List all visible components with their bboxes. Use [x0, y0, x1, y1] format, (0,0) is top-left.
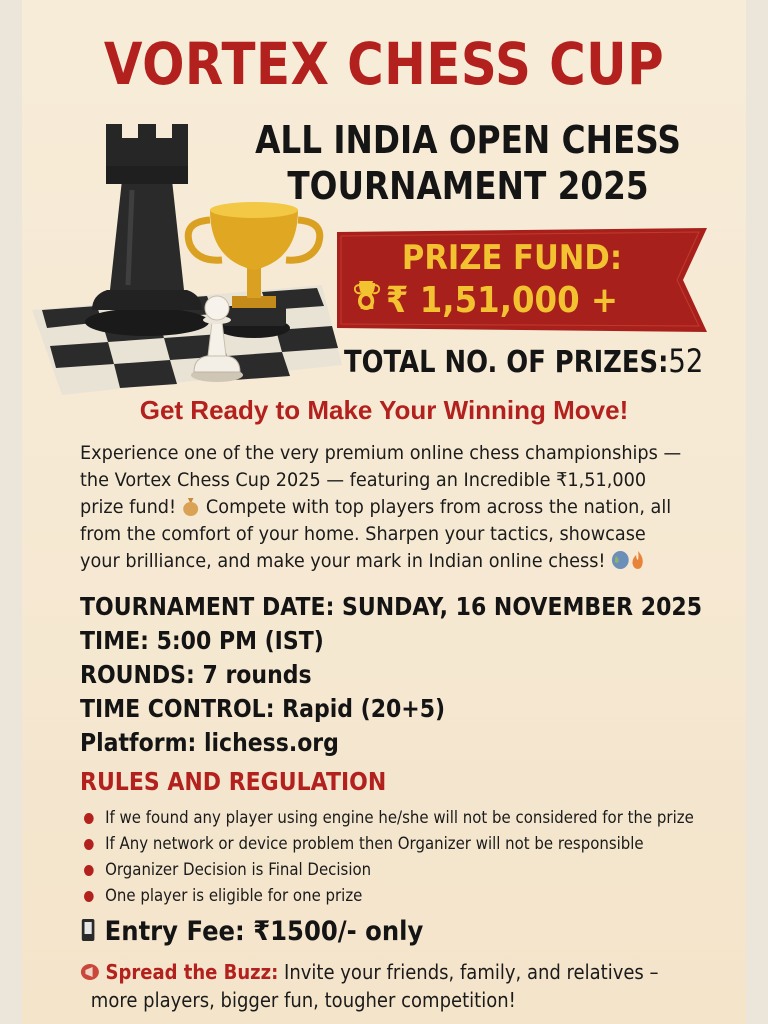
- intro-text-1: Experience one of the very premium online chess championships — the Vortex Chess Cup 2025 — featuring an Incredible ₹1,51,000 prize fund!: [80, 442, 682, 518]
- globe-icon: [611, 550, 630, 570]
- tournament-platform: Platform: lichess.org: [80, 728, 339, 757]
- list-item: [84, 831, 682, 857]
- prize-fund-banner: [337, 228, 707, 332]
- bullet-dot: [84, 839, 94, 850]
- total-prizes-value: 52: [668, 342, 704, 380]
- intro-text-2: Compete with top players from across the nation, all from the comfort of your home. Sharpen your tactics, showcase your brilliance, and make your mark in Indian online chess!: [80, 496, 672, 572]
- prize-fund-amount-row: [354, 280, 651, 321]
- phone-icon: [80, 918, 96, 942]
- rule-text: One player is eligible for one prize: [105, 886, 363, 906]
- intro-paragraph: [80, 440, 685, 575]
- prize-fund-label: PRIZE FUND:: [401, 238, 623, 278]
- money-bag-icon: [182, 496, 201, 516]
- entry-fee-text: Entry Fee: ₹1500/- only: [104, 916, 424, 947]
- tournament-details: [80, 590, 740, 760]
- tournament-rounds: ROUNDS: 7 rounds: [80, 660, 312, 689]
- bullet-dot: [84, 813, 94, 824]
- list-item: [84, 857, 682, 883]
- list-item: [84, 883, 682, 909]
- rule-text: If Any network or device problem then Organizer will not be responsible: [105, 834, 644, 854]
- tagline: Get Ready to Make Your Winning Move!: [139, 395, 629, 425]
- buzz-text-2: more players, bigger fun, tougher competition!: [90, 988, 516, 1012]
- entry-fee: [80, 916, 423, 947]
- bullet-dot: [84, 891, 94, 902]
- poster-title: VORTEX CHESS CUP: [103, 30, 665, 98]
- rules-list: [84, 805, 746, 909]
- total-prizes-label: TOTAL NO. OF PRIZES:: [344, 345, 669, 380]
- buzz-label: Spread the Buzz:: [105, 960, 279, 984]
- buzz-text-1: Invite your friends, family, and relatives –: [284, 960, 659, 984]
- medal-icon: [354, 280, 379, 312]
- tournament-time: TIME: 5:00 PM (IST): [80, 626, 324, 655]
- list-item: [84, 805, 694, 831]
- rule-text: Organizer Decision is Final Decision: [105, 860, 372, 880]
- tournament-poster: [22, 0, 746, 1024]
- prize-fund-amount: ₹ 1,51,000 +: [385, 280, 619, 321]
- megaphone-icon: [80, 962, 100, 982]
- tournament-time-control: TIME CONTROL: Rapid (20+5): [80, 694, 446, 723]
- rule-text: If we found any player using engine he/she will not be considered for the prize: [105, 808, 694, 828]
- total-prizes: [344, 342, 703, 380]
- subtitle-line-2: TOURNAMENT 2025: [287, 164, 649, 208]
- subtitle-line-1: ALL INDIA OPEN CHESS: [255, 118, 681, 162]
- bullet-dot: [84, 865, 94, 876]
- spread-the-buzz: [80, 958, 692, 1014]
- fire-icon: [630, 550, 647, 570]
- tournament-date: TOURNAMENT DATE: SUNDAY, 16 NOVEMBER 2025: [80, 592, 703, 621]
- rules-heading: RULES AND REGULATION: [80, 767, 387, 796]
